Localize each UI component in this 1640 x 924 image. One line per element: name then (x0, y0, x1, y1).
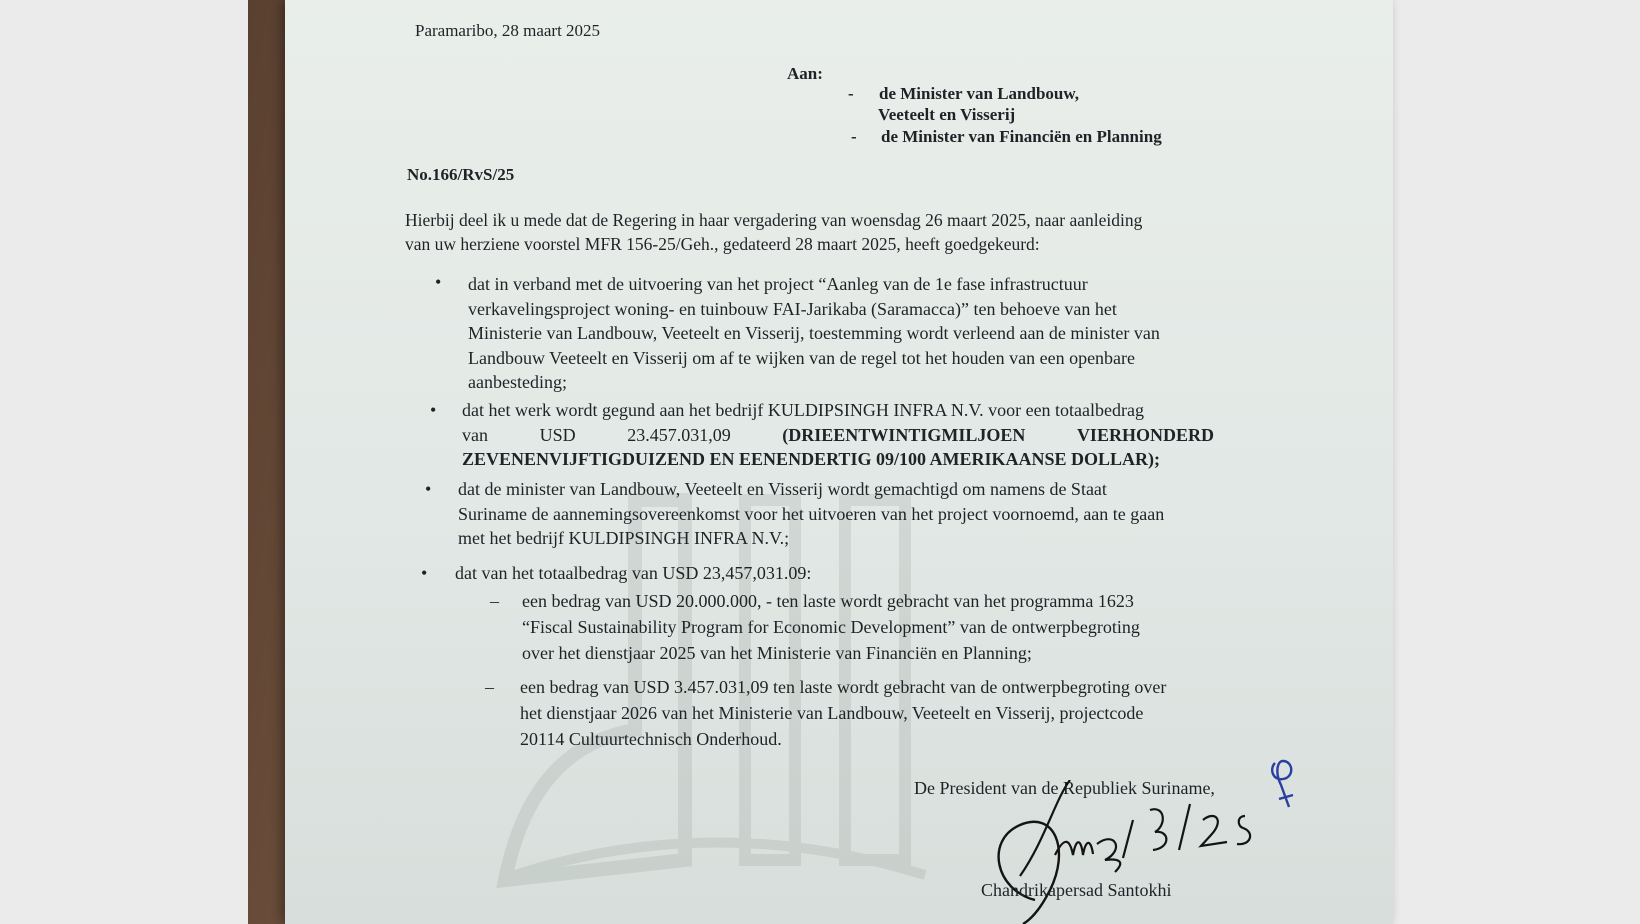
amount-in-words: (DRIEENTWINTIGMILJOEN (782, 424, 1026, 445)
text-line: 20114 Cultuurtechnisch Onderhoud. (520, 729, 782, 749)
sub-item-dash: – (490, 591, 499, 611)
closing-line: De President van de Republiek Suriname, (914, 778, 1215, 798)
text-line: aanbesteding; (468, 372, 567, 392)
bullet-point: • (435, 272, 442, 292)
currency: USD (539, 424, 576, 445)
signatory-name: Chandrikapersad Santokhi (981, 880, 1172, 900)
text-line: Ministerie van Landbouw, Veeteelt en Visserij, toestemming wordt verleend aan de minister van (468, 323, 1160, 343)
recipient-2: de Minister van Financiën en Planning (881, 127, 1162, 146)
bullet-3-text (458, 477, 1220, 551)
amount-in-words-line: ZEVENENVIJFTIGDUIZEND EN EENENDERTIG 09/100 AMERIKAANSE DOLLAR); (462, 449, 1160, 469)
intro-line: Hierbij deel ik u mede dat de Regering in haar vergadering van woensdag 26 maart 2025, naar aanleiding (405, 210, 1143, 230)
text-line: “Fiscal Sustainability Program for Economic Development” van de ontwerpbegroting (522, 617, 1140, 637)
signature-icon (975, 780, 1275, 924)
sub-item-1-text (522, 588, 1140, 666)
addressee-label: Aan: (787, 64, 823, 83)
text-line: een bedrag van USD 3.457.031,09 ten laste wordt gebracht van de ontwerpbegroting over (520, 677, 1167, 697)
amount: 23.457.031,09 (627, 424, 731, 445)
intro-line: van uw herziene voorstel MFR 156-25/Geh., gedateerd 28 maart 2025, heeft goedgekeurd: (405, 234, 1040, 254)
text-line: een bedrag van USD 20.000.000, - ten laste wordt gebracht van het programma 1623 (522, 591, 1134, 611)
sub-item-2-text (520, 674, 1166, 752)
place-date: Paramaribo, 28 maart 2025 (415, 21, 601, 40)
bullet-2-text (462, 398, 1214, 472)
word: van (462, 424, 488, 445)
text-line: dat het werk wordt gegund aan het bedrijf KULDIPSINGH INFRA N.V. voor een totaalbedrag (462, 400, 1145, 420)
bullet-4-text: dat van het totaalbedrag van USD 23,457,031.09: (455, 563, 812, 583)
sub-item-dash: – (485, 677, 494, 697)
text-line: verkavelingsproject woning- en tuinbouw FAI-Jarikaba (Saramacca)” ten behoeve van het (468, 298, 1117, 319)
recipient-1-line-2: Veeteelt en Visserij (878, 105, 1016, 124)
text-line: dat de minister van Landbouw, Veeteelt en Visserij wordt gemachtigd om namens de Staat (458, 479, 1107, 499)
bullet-point: • (421, 563, 428, 583)
handwritten-initial-icon (1265, 755, 1305, 811)
recipient-dash: - (848, 84, 854, 103)
amount-line (462, 423, 1214, 448)
recipient-1-line-1: de Minister van Landbouw, (879, 84, 1079, 103)
reference-number: No.166/RvS/25 (407, 165, 515, 184)
recipient-dash: - (851, 127, 857, 146)
letter-page (285, 0, 1393, 924)
bullet-point: • (430, 400, 437, 420)
text-line: Landbouw Veeteelt en Visserij om af te wijken van de regel tot het houden van een openbare (468, 347, 1136, 368)
text-line: het dienstjaar 2026 van het Ministerie van Landbouw, Veeteelt en Visserij, projectcode (520, 703, 1144, 723)
text-line: met het bedrijf KULDIPSINGH INFRA N.V.; (458, 528, 790, 548)
text-line: over het dienstjaar 2025 van het Ministerie van Financiën en Planning; (522, 643, 1032, 663)
bullet-point: • (425, 479, 432, 499)
text-line: Suriname de aannemingsovereenkomst voor het uitvoeren van het project voornoemd, aan te gaan (458, 503, 1165, 524)
amount-in-words: VIERHONDERD (1076, 424, 1214, 445)
bullet-1-text (468, 272, 1210, 395)
text-line: dat in verband met de uitvoering van het project “Aanleg van de 1e fase infrastructuur (468, 274, 1088, 294)
intro-paragraph (405, 208, 1142, 256)
